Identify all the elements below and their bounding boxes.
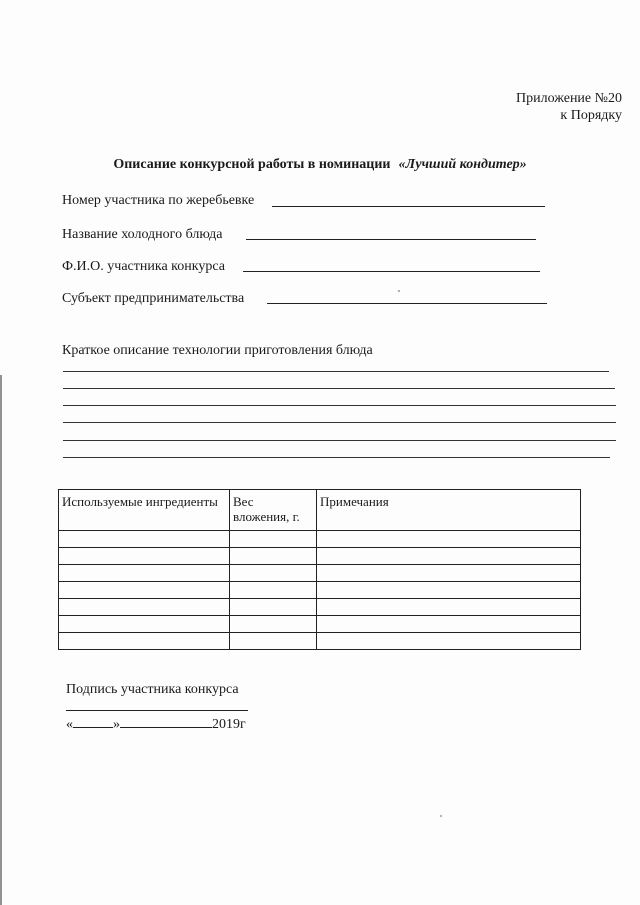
signature-line[interactable] [66, 710, 248, 711]
table-row [59, 616, 581, 633]
table-cell[interactable] [317, 582, 581, 599]
ingredients-table [58, 489, 581, 650]
title-nomination: «Лучший кондитер» [398, 157, 527, 172]
table-cell[interactable] [59, 548, 230, 565]
table-row [59, 565, 581, 582]
header-weight: Вес вложения, г. [230, 490, 317, 531]
table-cell[interactable] [230, 616, 317, 633]
scan-speck [440, 815, 442, 817]
table-cell[interactable] [230, 565, 317, 582]
table-cell[interactable] [230, 548, 317, 565]
date-year: 2019г [212, 717, 246, 732]
field-participant-name-label: Ф.И.О. участника конкурса [62, 259, 225, 274]
description-line[interactable] [63, 422, 616, 423]
table-cell[interactable] [230, 582, 317, 599]
description-line[interactable] [63, 371, 609, 372]
field-business-entity-label: Субъект предпринимательства [62, 291, 245, 306]
description-line[interactable] [63, 405, 616, 406]
table-cell[interactable] [317, 599, 581, 616]
field-participant-number-line[interactable] [272, 206, 545, 207]
table-cell[interactable] [317, 565, 581, 582]
table-cell[interactable] [59, 599, 230, 616]
description-label: Краткое описание технологии приготовления блюда [62, 343, 373, 358]
table-row [59, 548, 581, 565]
date-close-quote: » [113, 717, 120, 732]
description-line[interactable] [63, 440, 616, 441]
table-header-row [59, 490, 581, 531]
table-row [59, 531, 581, 548]
field-business-entity-line[interactable] [267, 303, 547, 304]
annex-reference [516, 90, 622, 124]
description-line[interactable] [63, 457, 610, 458]
date-open-quote: « [66, 717, 73, 732]
scan-edge [0, 375, 2, 905]
field-dish-name-line[interactable] [246, 239, 536, 240]
field-participant-name-line[interactable] [243, 271, 540, 272]
date-day-blank[interactable] [73, 715, 113, 728]
table-cell[interactable] [59, 616, 230, 633]
field-dish-name-label: Название холодного блюда [62, 227, 223, 242]
annex-number: Приложение №20 [516, 91, 622, 106]
title-main: Описание конкурсной работы в номинации [113, 157, 391, 172]
date-month-blank[interactable] [120, 715, 212, 728]
table-row [59, 599, 581, 616]
table-row [59, 582, 581, 599]
table-cell[interactable] [59, 531, 230, 548]
table-row [59, 633, 581, 650]
table-cell[interactable] [59, 565, 230, 582]
table-cell[interactable] [59, 633, 230, 650]
table-cell[interactable] [317, 531, 581, 548]
scan-speck [398, 290, 400, 292]
field-participant-number-label: Номер участника по жеребьевке [62, 193, 255, 208]
document-title [0, 157, 640, 173]
annex-order: к Порядку [560, 108, 622, 123]
table-cell[interactable] [317, 633, 581, 650]
signature-label: Подпись участника конкурса [66, 682, 239, 697]
table-cell[interactable] [317, 616, 581, 633]
table-cell[interactable] [59, 582, 230, 599]
description-line[interactable] [63, 388, 615, 389]
table-cell[interactable] [317, 548, 581, 565]
date-line [66, 715, 246, 733]
table-cell[interactable] [230, 633, 317, 650]
table-cell[interactable] [230, 599, 317, 616]
table-cell[interactable] [230, 531, 317, 548]
header-ingredients: Используемые ингредиенты [59, 490, 230, 531]
header-notes: Примечания [317, 490, 581, 531]
